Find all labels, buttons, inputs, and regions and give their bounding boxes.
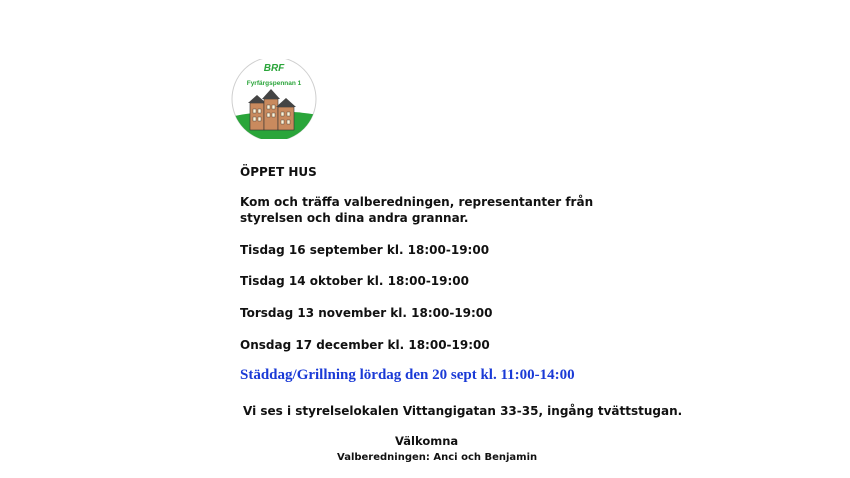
brf-logo [230, 59, 318, 139]
welcome-text: Välkomna [395, 434, 459, 448]
date-line: Tisdag 16 september kl. 18:00-19:00 [240, 243, 490, 257]
cleaning-day-event: Städdag/Grillning lördag den 20 sept kl. 11:00-14:00 [240, 367, 575, 383]
date-line: Torsdag 13 november kl. 18:00-19:00 [240, 306, 493, 320]
notice-intro: Kom och träffa valberedningen, representanter från styrelsen och dina andra grannar. [240, 195, 594, 225]
logo-brf-text: BRF [263, 63, 285, 74]
signature-text: Valberedningen: Anci och Benjamin [337, 452, 538, 463]
notice-heading: ÖPPET HUS [240, 165, 317, 179]
logo-name-text: Fyrfärgspennan 1 [246, 80, 302, 87]
date-line: Tisdag 14 oktober kl. 18:00-19:00 [240, 274, 470, 288]
location-text: Vi ses i styrelselokalen Vittangigatan 33-35, ingång tvättstugan. [243, 404, 683, 418]
date-line: Onsdag 17 december kl. 18:00-19:00 [240, 338, 490, 352]
